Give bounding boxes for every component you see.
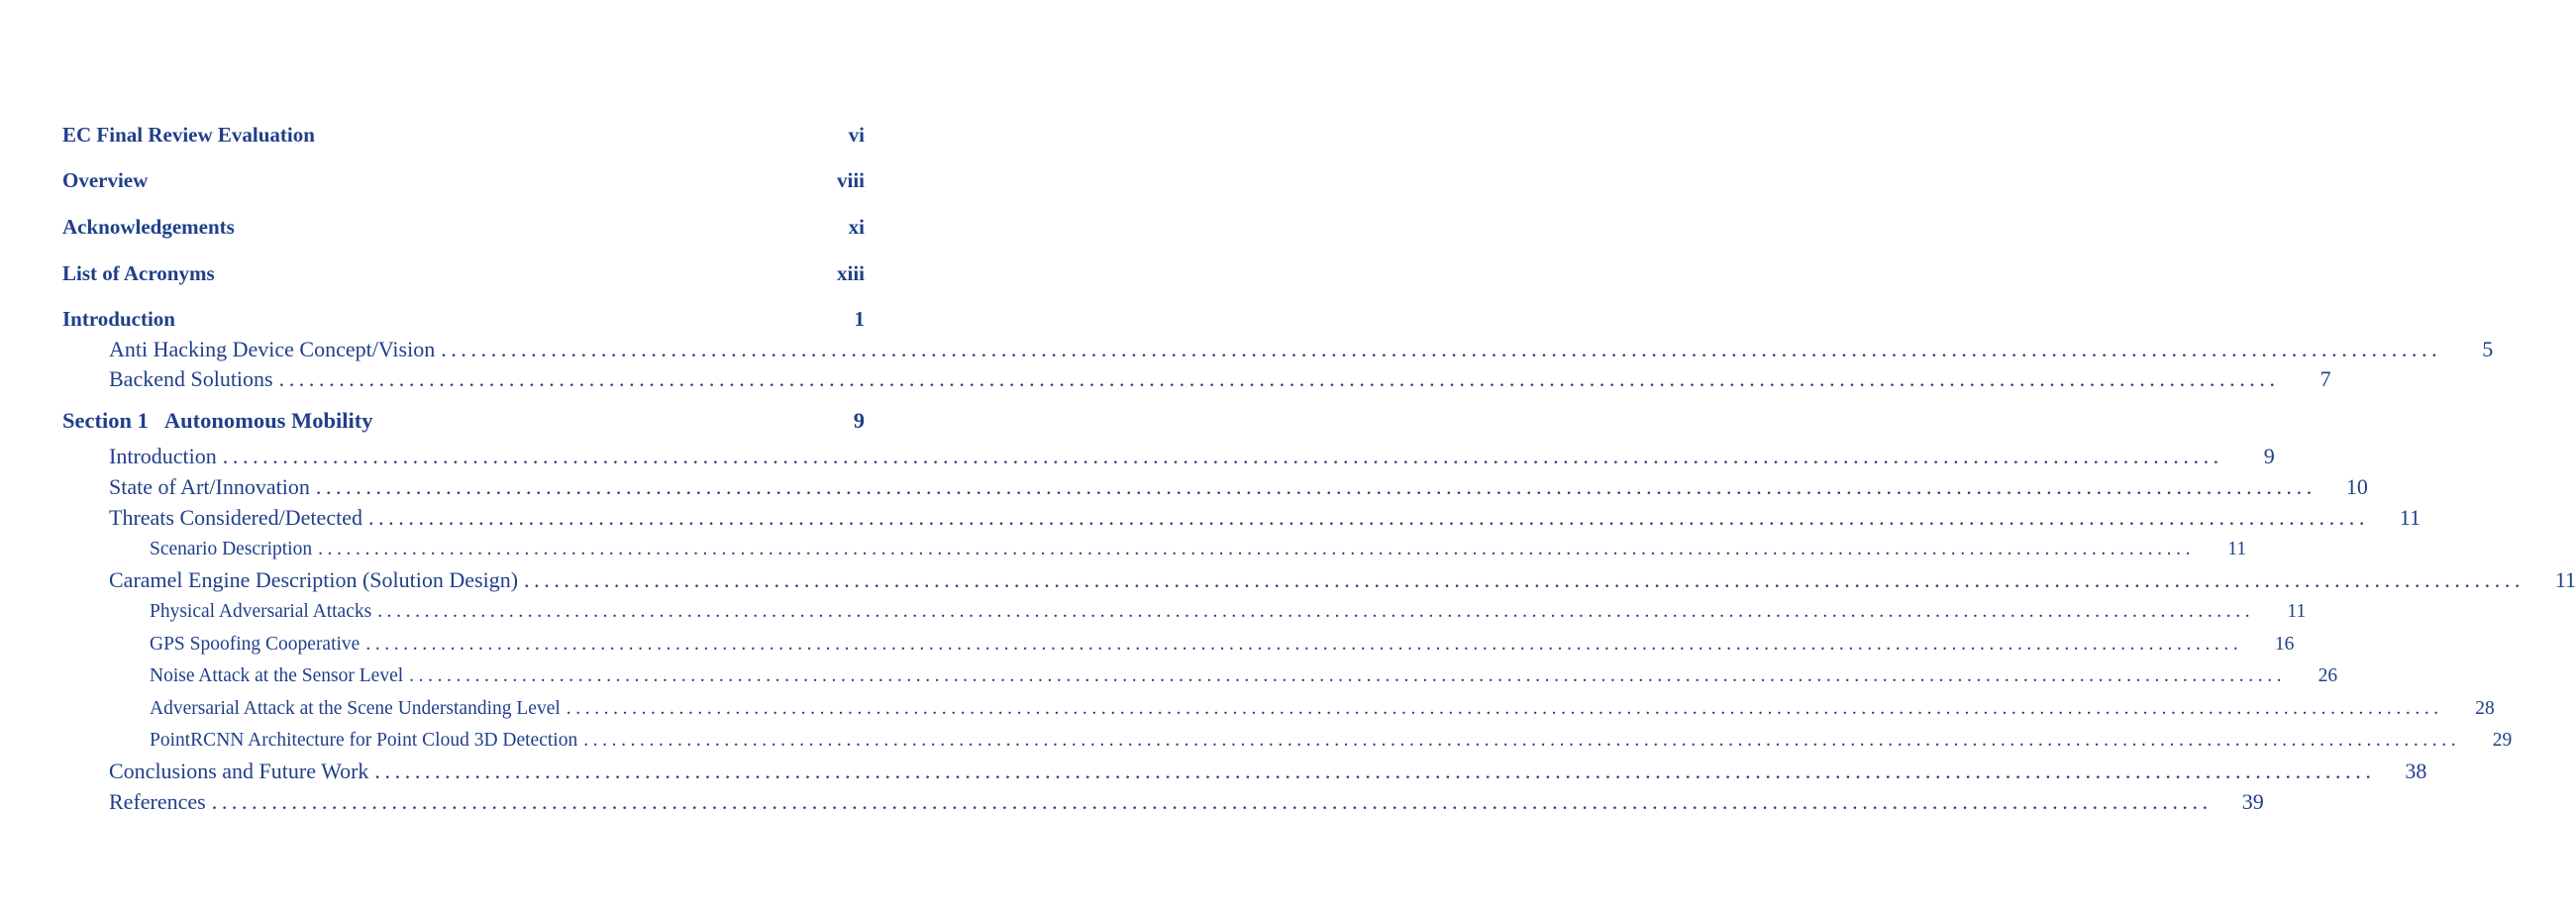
toc-entry-state-of-art[interactable]: [109, 474, 2368, 500]
toc-entry-noise-attack[interactable]: [150, 665, 2338, 687]
dot-leader: ........................................................................................................................................................................................................: [409, 665, 2287, 686]
dot-leader: ........................................................................................................................................................................................................: [583, 730, 2461, 751]
dot-leader: ........................................................................................................................................................................................................: [222, 444, 2223, 468]
toc-entry-page: vi: [848, 123, 865, 147]
toc-entry-page: 38: [2405, 759, 2427, 783]
dot-leader: ........................................................................................................................................................................................................: [374, 759, 2376, 783]
toc-entry-scenario-description[interactable]: [150, 539, 2247, 560]
toc-entry-page: xiii: [836, 261, 865, 285]
toc-entry-title: Introduction: [109, 444, 217, 468]
toc-entry-title: Noise Attack at the Sensor Level: [150, 665, 404, 686]
toc-entry-page: 11: [2399, 505, 2421, 530]
toc-entry-title: GPS Spoofing Cooperative: [150, 634, 361, 655]
toc-entry-overview[interactable]: [62, 168, 865, 193]
toc-entry-title: Adversarial Attack at the Scene Understanding Level: [150, 698, 561, 719]
toc-entry-references[interactable]: [109, 789, 2264, 815]
toc-entry-title: EC Final Review Evaluation: [62, 123, 315, 147]
toc-entry-page: 11: [2227, 539, 2247, 559]
toc-entry-page: 7: [2319, 366, 2331, 391]
dot-leader: ........................................................................................................................................................................................................: [441, 337, 2442, 361]
toc-section-number: Section 1: [62, 408, 149, 433]
toc-entry-page: 26: [2318, 665, 2338, 686]
dot-leader: ........................................................................................................................................................................................................: [365, 634, 2243, 655]
toc-entry-page: 11: [2287, 601, 2307, 622]
toc-entry-title: Caramel Engine Description (Solution Design): [109, 567, 519, 592]
toc-entry-list-of-acronyms[interactable]: [62, 261, 865, 286]
dot-leader: ........................................................................................................................................................................................................: [524, 567, 2525, 592]
toc-entry-title: Backend Solutions: [109, 366, 273, 391]
toc-entry-page: 16: [2274, 634, 2295, 655]
toc-entry-page: 11: [2554, 567, 2576, 592]
toc-entry-physical-adversarial[interactable]: [150, 601, 2307, 623]
toc-entry-page: 9: [853, 408, 865, 433]
toc-entry-title: Overview: [62, 168, 149, 192]
toc-entry-pointrcnn[interactable]: [150, 730, 2513, 752]
toc-entry-page: 39: [2241, 789, 2264, 814]
toc-entry-page: 5: [2482, 337, 2494, 361]
toc-entry-caramel-engine[interactable]: [109, 567, 2576, 593]
toc-entry-page: xi: [848, 215, 865, 239]
toc-entry-ec-final-review[interactable]: [62, 123, 865, 148]
toc-entry-title: Conclusions and Future Work: [109, 759, 369, 783]
dot-leader: ........................................................................................................................................................................................................: [315, 474, 2317, 499]
toc-entry-title: Autonomous Mobility: [163, 408, 373, 433]
toc-entry-title: State of Art/Innovation: [109, 474, 310, 499]
dot-leader: ........................................................................................................................................................................................................: [318, 539, 2196, 559]
dot-leader: ........................................................................................................................................................................................................: [367, 505, 2369, 530]
toc-entry-threats[interactable]: [109, 505, 2421, 531]
toc-entry-conclusions[interactable]: [109, 759, 2427, 784]
toc-entry-backend-solutions[interactable]: [109, 366, 2331, 392]
toc-entry-title: Introduction: [62, 307, 175, 331]
toc-entry-page: 29: [2492, 730, 2513, 751]
toc-entry-title: PointRCNN Architecture for Point Cloud 3D Detection: [150, 730, 578, 751]
toc-entry-page: viii: [836, 168, 865, 192]
dot-leader: ........................................................................................................................................................................................................: [377, 601, 2255, 622]
dot-leader: ........................................................................................................................................................................................................: [211, 789, 2213, 814]
toc-entry-page: 1: [854, 307, 865, 331]
toc-entry-title: Acknowledgements: [62, 215, 235, 239]
toc-entry-title: Scenario Description: [150, 539, 313, 559]
toc-entry-title: Threats Considered/Detected: [109, 505, 362, 530]
toc-entry-section-1[interactable]: [62, 408, 865, 434]
toc-entry-page: 9: [2263, 444, 2275, 468]
toc-entry-page: 28: [2475, 698, 2495, 719]
toc-entry-page: 10: [2345, 474, 2368, 499]
toc-entry-anti-hacking-device[interactable]: [109, 337, 2494, 362]
toc-entry-title: List of Acronyms: [62, 261, 215, 285]
toc-entry-title: Anti Hacking Device Concept/Vision: [109, 337, 436, 361]
toc-entry-scene-understanding[interactable]: [150, 698, 2495, 720]
toc-entry-introduction[interactable]: [62, 307, 865, 332]
toc-entry-section-1-introduction[interactable]: [109, 444, 2275, 469]
toc-entry-title: Physical Adversarial Attacks: [150, 601, 372, 622]
dot-leader: ........................................................................................................................................................................................................: [566, 698, 2443, 719]
toc-entry-title: References: [109, 789, 206, 814]
dot-leader: ........................................................................................................................................................................................................: [278, 366, 2280, 391]
toc-entry-acknowledgements[interactable]: [62, 215, 865, 240]
toc-entry-gps-spoofing[interactable]: [150, 634, 2295, 656]
